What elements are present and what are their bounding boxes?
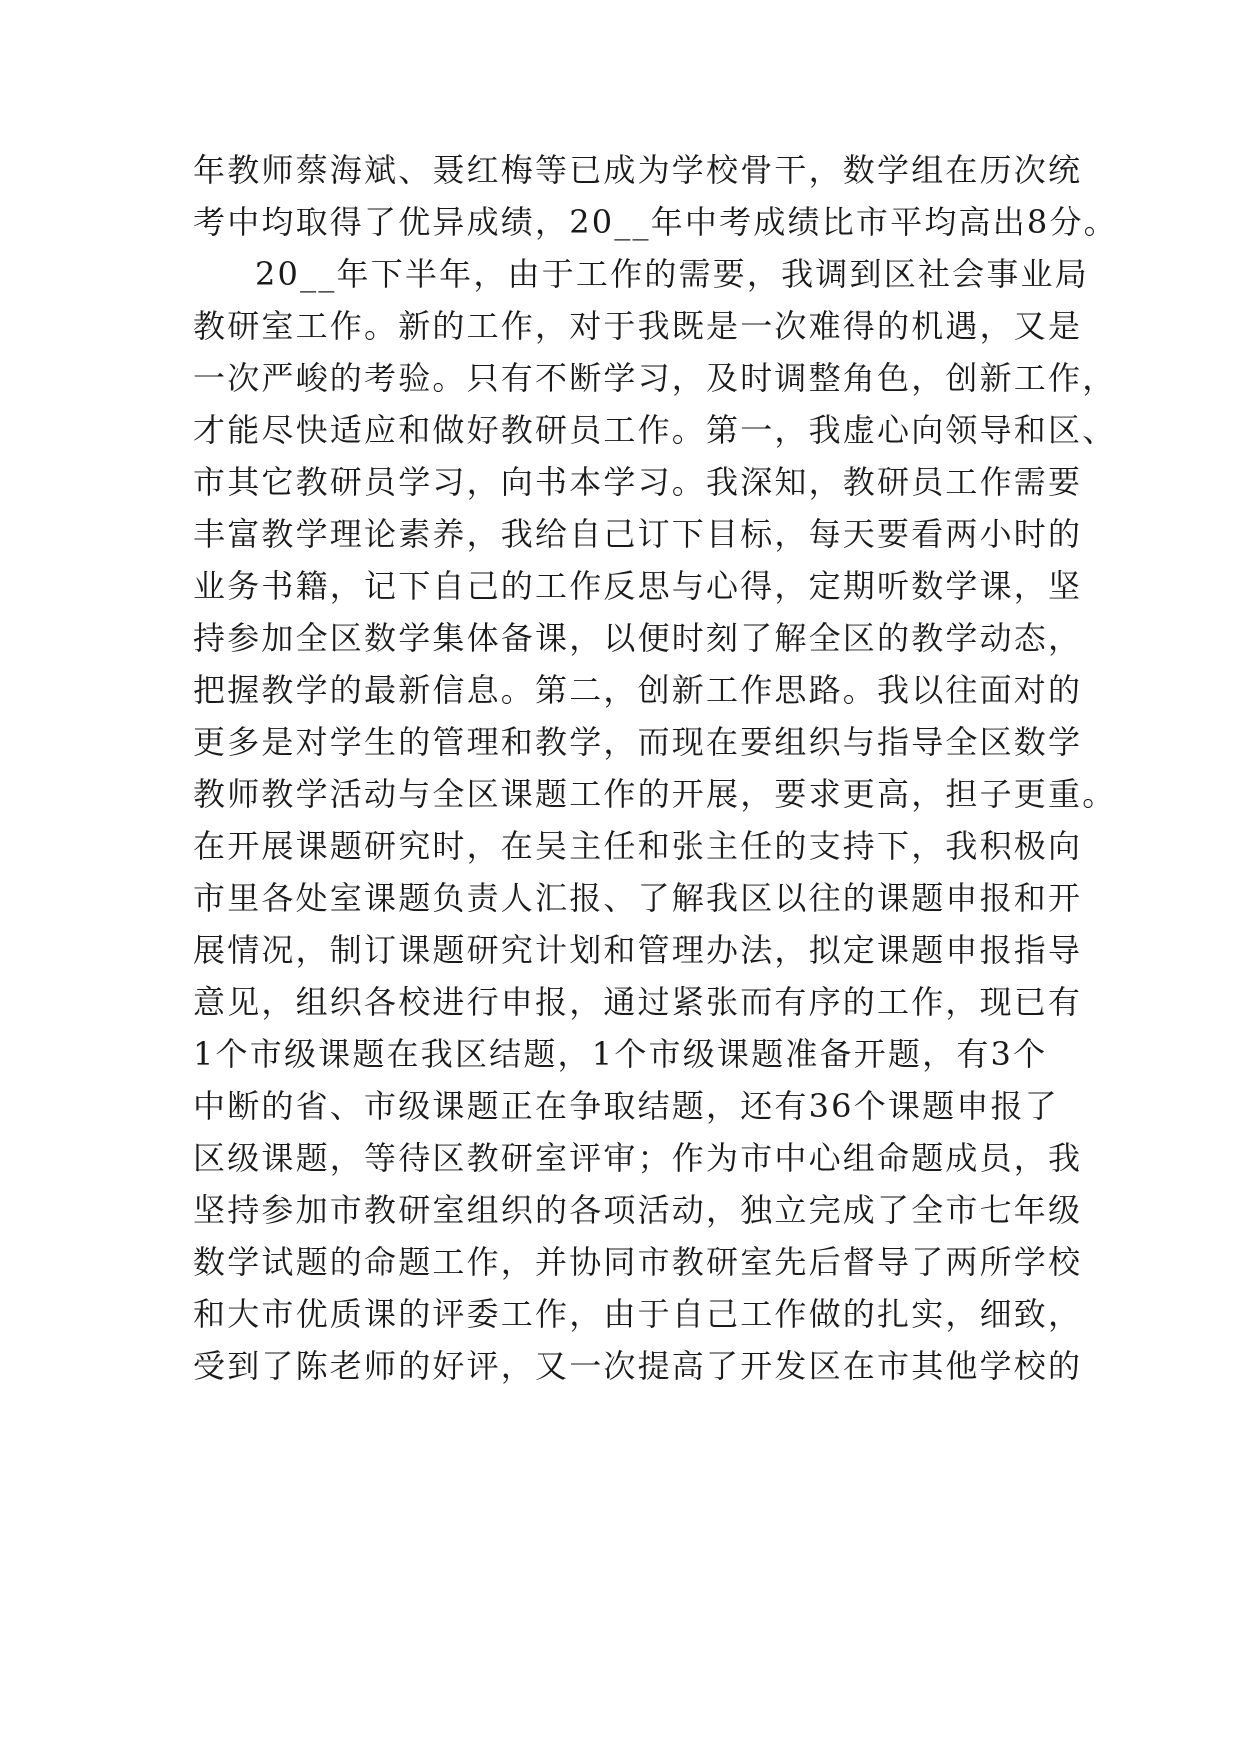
text-line: 教师教学活动与全区课题工作的开展，要求更高，担子更重。 bbox=[193, 775, 1117, 813]
text-line: 区级课题，等待区教研室评审；作为市中心组命题成员，我 bbox=[193, 1139, 1083, 1177]
text-line: 展情况，制订课题研究计划和管理办法，拟定课题申报指导 bbox=[193, 931, 1083, 969]
text-line: 中断的省、市级课题正在争取结题，还有36个课题申报了 bbox=[193, 1087, 1059, 1125]
text-line: 市里各处室课题负责人汇报、了解我区以往的课题申报和开 bbox=[193, 879, 1083, 917]
text-line: 和大市优质课的评委工作，由于自己工作做的扎实，细致， bbox=[193, 1295, 1083, 1333]
text-line: 才能尽快适应和做好教研员工作。第一，我虚心向领导和区、 bbox=[193, 411, 1117, 449]
text-line: 在开展课题研究时，在吴主任和张主任的支持下，我积极向 bbox=[193, 827, 1083, 865]
text-line: 教研室工作。新的工作，对于我既是一次难得的机遇，又是 bbox=[193, 307, 1083, 345]
text-line: 1个市级课题在我区结题，1个市级课题准备开题，有3个 bbox=[193, 1035, 1048, 1073]
text-line: 坚持参加市教研室组织的各项活动，独立完成了全市七年级 bbox=[193, 1191, 1083, 1229]
text-line: 数学试题的命题工作，并协同市教研室先后督导了两所学校 bbox=[193, 1243, 1083, 1281]
text-line: 把握教学的最新信息。第二，创新工作思路。我以往面对的 bbox=[193, 671, 1083, 709]
text-line: 业务书籍，记下自己的工作反思与心得，定期听数学课，坚 bbox=[193, 567, 1083, 605]
paragraph-start-line: 20__年下半年，由于工作的需要，我调到区社会事业局 bbox=[255, 255, 1089, 293]
text-line: 市其它教研员学习，向书本学习。我深知，教研员工作需要 bbox=[193, 463, 1083, 501]
text-line: 考中均取得了优异成绩，20__年中考成绩比市平均高出8分。 bbox=[193, 203, 1118, 241]
text-line: 丰富教学理论素养，我给自己订下目标，每天要看两小时的 bbox=[193, 515, 1083, 553]
text-line: 持参加全区数学集体备课，以便时刻了解全区的教学动态， bbox=[193, 619, 1083, 657]
text-line: 一次严峻的考验。只有不断学习，及时调整角色，创新工作， bbox=[193, 359, 1117, 397]
text-line: 年教师蔡海斌、聂红梅等已成为学校骨干，数学组在历次统 bbox=[193, 151, 1083, 189]
text-line: 意见，组织各校进行申报，通过紧张而有序的工作，现已有 bbox=[193, 983, 1083, 1021]
text-line: 更多是对学生的管理和教学，而现在要组织与指导全区数学 bbox=[193, 723, 1083, 761]
text-line: 受到了陈老师的好评，又一次提高了开发区在市其他学校的 bbox=[193, 1347, 1083, 1385]
